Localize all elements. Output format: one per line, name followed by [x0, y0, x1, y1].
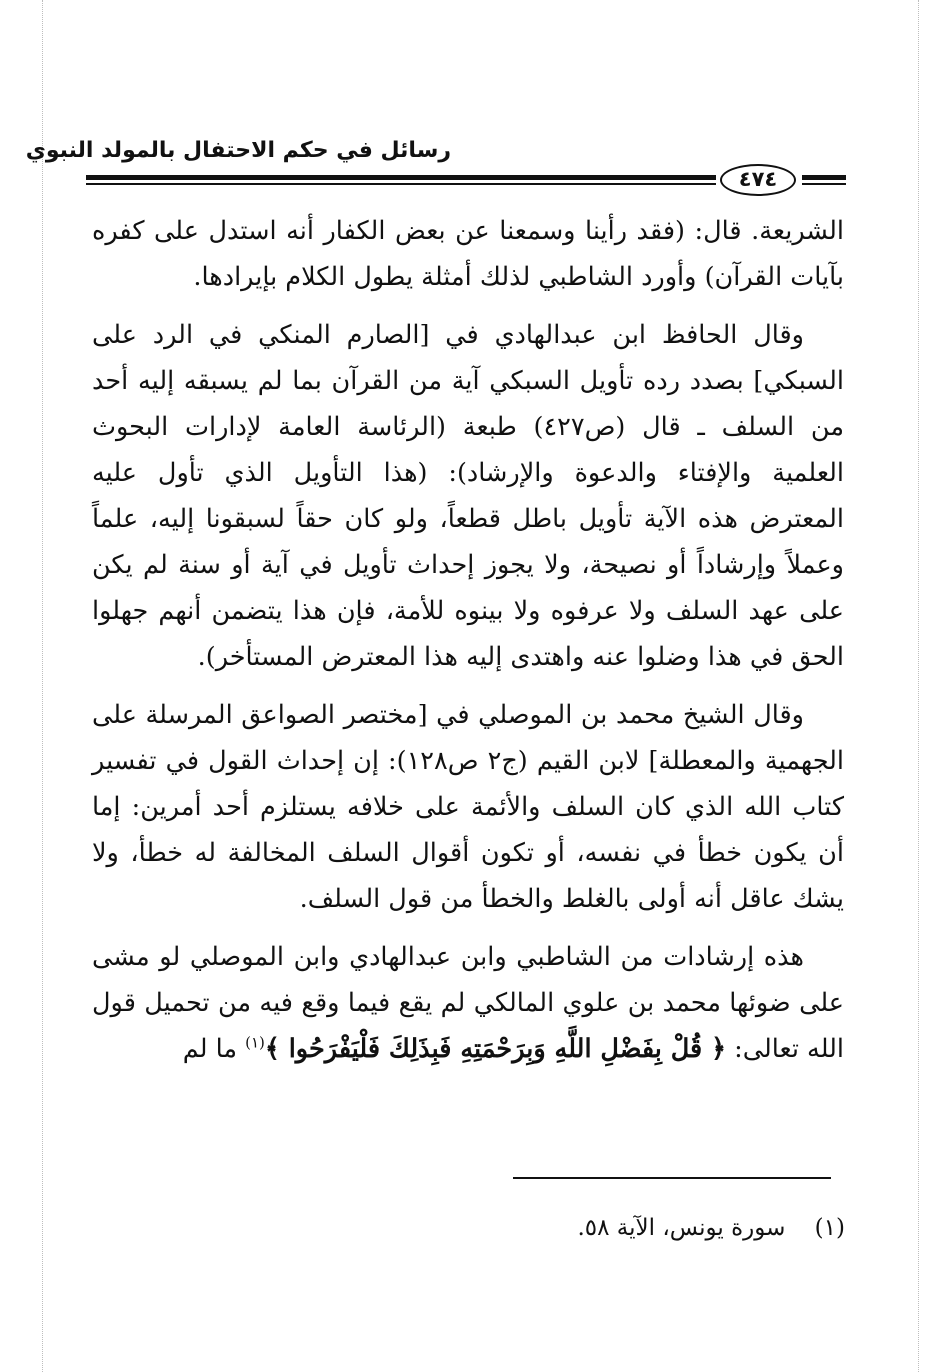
quran-verse: ﴿ قُلْ بِفَضْلِ اللَّهِ وَبِرَحْمَتِهِ فَبِذَلِكَ فَلْيَفْرَحُوا ﴾	[264, 1034, 727, 1064]
running-title: رسائل في حكم الاحتفال بالمولد النبوي	[25, 138, 451, 163]
page-number: ٤٧٤	[720, 164, 796, 196]
scan-margin-dots-left	[42, 0, 43, 1372]
header-rule-right-thin	[802, 183, 846, 185]
header-rule-thin	[86, 183, 716, 185]
paragraph-1: الشريعة. قال: (فقد رأينا وسمعنا عن بعض الكفار أنه استدل على كفره بآيات القرآن) وأورد الشاطبي لذلك أمثلة يطول الكلام بإيرادها.	[92, 216, 844, 292]
footnote-marker: (١)	[814, 1215, 845, 1241]
paragraph-4-continuation: ما لم	[182, 1034, 246, 1064]
body-text	[92, 208, 844, 1084]
header-rule-thick	[86, 175, 716, 180]
paragraph-2: وقال الحافظ ابن عبدالهادي في [الصارم المنكي في الرد على السبكي] بصدد رده تأويل السبكي آية من القرآن بما لم يسبقه إليه أحد من السلف ـ قال (ص٤٢٧) طبعة (الرئاسة العامة لإدارات البحوث العلمية والإفتاء والدعوة والإرشاد): (هذا التأويل الذي تأول عليه المعترض هذه الآية تأويل باطل قطعاً، ولو كان حقاً لسبقونا إليه، علماً وعملاً وإرشاداً أو نصيحة، ولا يجوز إحداث تأويل في آية أو سنة لم يكن على عهد السلف ولا عرفوه ولا بينوه للأمة، فإن هذا يتضمن أنهم جهلوا الحق في هذا وضلوا عنه واهتدى إليه هذا المعترض المستأخر).	[92, 320, 844, 672]
footnote-separator	[513, 1177, 831, 1179]
footnote	[577, 1208, 845, 1248]
paragraph-4-text: هذه إرشادات من الشاطبي وابن عبدالهادي وابن الموصلي لو مشى على ضوئها محمد بن علوي المالكي لم يقع فيما وقع فيه من تحميل قول الله تعالى:	[92, 942, 844, 1064]
header-rule-right-thick	[802, 175, 846, 180]
footnote-text: سورة يونس، الآية ٥٨.	[577, 1215, 786, 1241]
page-header	[25, 128, 846, 198]
paragraph-3: وقال الشيخ محمد بن الموصلي في [مختصر الصواعق المرسلة على الجهمية والمعطلة] لابن القيم (ج٢ ص١٢٨): إن إحداث القول في تفسير كتاب الله الذي كان السلف والأئمة على خلافه يستلزم أحد أمرين: إما أن يكون خطأ في نفسه، أو تكون أقوال السلف المخالفة له خطأ، ولا يشك عاقل أنه أولى بالغلط والخطأ من قول السلف.	[92, 700, 845, 914]
scan-margin-dots-right	[918, 0, 919, 1372]
footnote-reference: (١)	[245, 1033, 265, 1052]
paragraph-4	[92, 934, 844, 1072]
